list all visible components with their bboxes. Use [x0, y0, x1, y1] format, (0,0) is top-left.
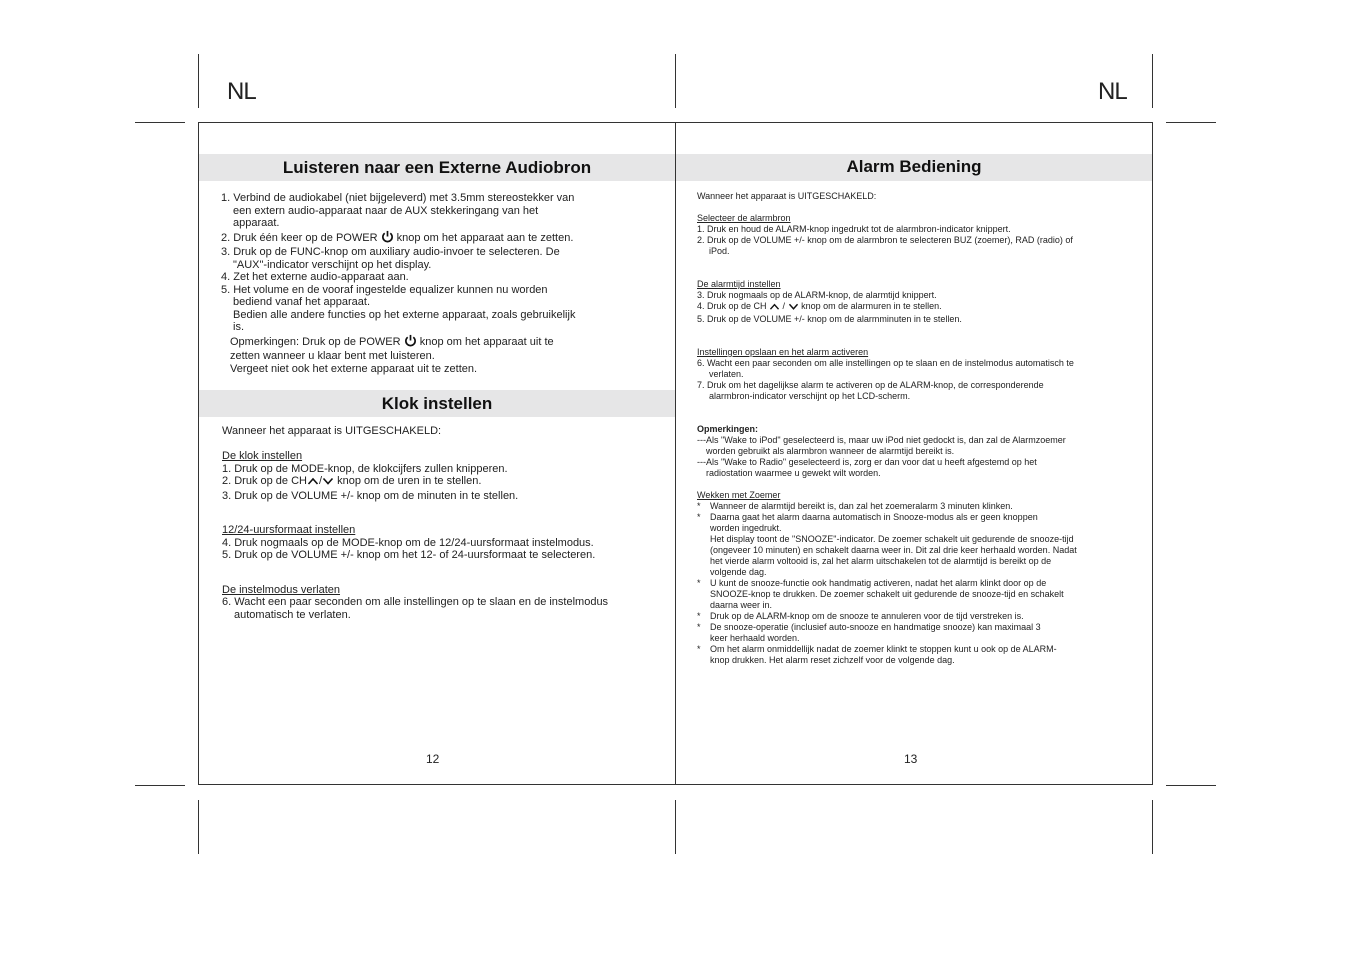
- text-line: 7. Druk om het dagelijkse alarm te activeren op de ALARM-knop, de corresponderende: [697, 380, 1044, 390]
- text-line: automatisch te verlaten.: [234, 608, 351, 621]
- section-title-audio: Luisteren naar een Externe Audiobron: [199, 154, 675, 181]
- text-line: 1. Verbind de audiokabel (niet bijgeleverd) met 3.5mm stereostekker van: [221, 192, 575, 204]
- spacer: [697, 325, 1137, 347]
- text-line: knop drukken. Het alarm reset zichzelf voor de volgende dag.: [710, 655, 955, 665]
- crop-mark: [1152, 800, 1153, 854]
- text-fragment: Daarna gaat het alarm daarna automatisch in Snooze-modus als er geen knoppen: [710, 512, 1038, 522]
- spacer: [697, 479, 1137, 490]
- crop-mark: [135, 785, 185, 786]
- power-icon: [404, 334, 417, 351]
- text-line: 3. Druk nogmaals op de ALARM-knop, de alarmtijd knippert.: [697, 290, 937, 300]
- bullet-line: [697, 578, 1137, 589]
- text-line: [221, 230, 661, 247]
- crop-mark: [198, 54, 199, 108]
- text-line: zetten wanneer u klaar bent met luisteren.: [230, 350, 435, 362]
- bullet-line: [697, 501, 1137, 512]
- text-fragment: knop om het apparaat aan te zetten.: [396, 231, 574, 244]
- text-line: worden gebruikt als alarmbron wanneer de alarmtijd bereikt is.: [706, 446, 955, 456]
- crop-mark: [198, 800, 199, 854]
- language-label-right: NL: [1098, 78, 1127, 105]
- text-line: verlaten.: [709, 369, 744, 379]
- bullet-line: [697, 512, 1137, 523]
- text-line: 2. Druk op de CH / knop om de uren in te stellen.: [222, 475, 662, 490]
- text-line: daarna weer in.: [710, 600, 773, 610]
- chevron-up-icon: [307, 476, 319, 490]
- text-line: 3. Druk op de VOLUME +/- knop om de minuten in te stellen.: [222, 489, 519, 502]
- text-fragment: knop om de uren in te stellen.: [337, 475, 482, 487]
- spacer: [697, 202, 1137, 213]
- text-line: iPod.: [709, 246, 730, 256]
- crop-mark: [1166, 122, 1216, 123]
- crop-mark: [675, 800, 676, 854]
- text-line: 2. Druk op de VOLUME +/- knop om de alarmbron te selecteren BUZ (zoemer), RAD (radio) of: [697, 235, 1073, 245]
- audio-instructions: [221, 192, 661, 375]
- star-bullet: *: [697, 512, 701, 522]
- chevron-down-icon: [788, 302, 799, 314]
- text-line: Het display toont de "SNOOZE"-indicator. De zoemer schakelt uit gedurende de snooze-tijd: [710, 534, 1074, 544]
- text-line: SNOOZE-knop te drukken. De zoemer schakelt uit gedurende de snooze-tijd en schakelt: [710, 589, 1064, 599]
- text-line: "AUX"-indicator verschijnt op het display.: [233, 258, 432, 271]
- text-fragment: U kunt de snooze-functie ook handmatig activeren, nadat het alarm klinkt door op de: [710, 578, 1047, 588]
- text-fragment: 2. Druk één keer op de POWER: [221, 231, 378, 244]
- text-line: 6. Wacht een paar seconden om alle instellingen op te slaan en de instelmodus automatisch te: [697, 358, 1074, 368]
- text-fragment: knop om de alarmuren in te stellen.: [801, 301, 942, 311]
- text-line: 4. Zet het externe audio-apparaat aan.: [221, 271, 409, 283]
- section-title-alarm: Alarm Bediening: [676, 154, 1152, 181]
- text-line: ---Als "Wake to iPod" geselecteerd is, maar uw iPod niet gedockt is, dan zal de Alarmzoemer: [697, 435, 1066, 445]
- text-line: bediend vanaf het apparaat.: [233, 296, 371, 308]
- text-line: 5. Druk op de VOLUME +/- knop om de alarmminuten in te stellen.: [697, 314, 962, 324]
- text-line: het vierde alarm voltooid is, zal het alarm uitschakelen tot de alarmtijd is bereikt op de: [710, 556, 1052, 566]
- text-line: is.: [233, 321, 244, 333]
- chevron-up-icon: [769, 302, 780, 314]
- power-icon: [381, 230, 394, 247]
- text-line: 1. Druk en houd de ALARM-knop ingedrukt tot de alarmbron-indicator knippert.: [697, 224, 1011, 234]
- text-line: [221, 334, 661, 351]
- subheading: De klok instellen: [222, 450, 303, 462]
- star-bullet: *: [697, 501, 701, 511]
- crop-mark: [675, 54, 676, 108]
- text-line: Bedien alle andere functies op het externe apparaat, zoals gebruikelijk: [233, 308, 576, 321]
- text-line: Wanneer het apparaat is UITGESCHAKELD:: [222, 425, 442, 437]
- subheading: De instelmodus verlaten: [222, 583, 341, 596]
- text-fragment: 2. Druk op de CH: [222, 475, 307, 487]
- text-line: 1. Druk op de MODE-knop, de klokcijfers zullen knipperen.: [222, 462, 508, 475]
- text-line: 6. Wacht een paar seconden om alle instellingen op te slaan en de instelmodus: [222, 596, 609, 608]
- spacer: [222, 502, 662, 524]
- spacer: [222, 562, 662, 584]
- star-bullet: *: [697, 622, 701, 632]
- bullet-line: [697, 644, 1137, 655]
- text-line: 3. Druk op de FUNC-knop om auxiliary audio-invoer te selecteren. De: [221, 246, 560, 258]
- notes-heading: Opmerkingen:: [697, 424, 759, 434]
- text-line: volgende dag.: [710, 567, 767, 577]
- spacer: [697, 257, 1137, 279]
- spacer: [222, 438, 662, 451]
- text-line: een extern audio-apparaat naar de AUX stekkeringang van het: [233, 204, 539, 217]
- star-bullet: *: [697, 644, 701, 654]
- subheading: De alarmtijd instellen: [697, 279, 781, 289]
- page-number-left: 12: [426, 752, 440, 766]
- alarm-instructions: [697, 191, 1137, 666]
- section-title-clock: Klok instellen: [199, 390, 675, 417]
- text-line: radiostation waarmee u gewekt wilt worden.: [706, 468, 881, 478]
- text-line: (ongeveer 10 minuten) en schakelt daarna weer in. Dit zal drie keer herhaald worden. Nadat: [710, 545, 1077, 555]
- text-line: 5. Het volume en de vooraf ingestelde equalizer kunnen nu worden: [221, 283, 548, 296]
- text-fragment: Wanneer de alarmtijd bereikt is, dan zal het zoemeralarm 3 minuten klinken.: [710, 501, 1013, 511]
- subheading: Selecteer de alarmbron: [697, 213, 791, 223]
- text-line: alarmbron-indicator verschijnt op het LCD-scherm.: [709, 391, 911, 401]
- chevron-down-icon: [322, 476, 334, 490]
- text-line: ---Als "Wake to Radio" geselecteerd is, zorg er dan voor dat u heeft afgestemd op het: [697, 457, 1037, 467]
- text-fragment: Om het alarm onmiddellijk nadat de zoemer klinkt te stoppen kunt u ook op de ALARM-: [710, 644, 1057, 654]
- text-line: keer herhaald worden.: [710, 633, 800, 643]
- text-line: 4. Druk op de CH / knop om de alarmuren in te stellen.: [697, 301, 1137, 314]
- text-line: 4. Druk nogmaals op de MODE-knop om de 12/24-uursformaat instelmodus.: [222, 536, 594, 549]
- text-line: apparaat.: [233, 217, 280, 229]
- crop-mark: [1152, 54, 1153, 108]
- subheading: Instellingen opslaan en het alarm activeren: [697, 347, 869, 357]
- language-label-left: NL: [227, 78, 256, 105]
- text-line: worden ingedrukt.: [710, 523, 782, 533]
- bullet-line: [697, 611, 1137, 622]
- text-line: 5. Druk op de VOLUME +/- knop om het 12- of 24-uursformaat te selecteren.: [222, 549, 596, 561]
- text-line: Vergeet niet ook het externe apparaat uit te zetten.: [230, 362, 478, 375]
- bullet-line: [697, 622, 1137, 633]
- subheading: 12/24-uursformaat instellen: [222, 524, 356, 536]
- star-bullet: *: [697, 611, 701, 621]
- page-number-right: 13: [904, 752, 918, 766]
- crop-mark: [135, 122, 185, 123]
- star-bullet: *: [697, 578, 701, 588]
- text-fragment: knop om het apparaat uit te: [419, 335, 554, 348]
- text-fragment: De snooze-operatie (inclusief auto-snooze en handmatige snooze) kan maximaal 3: [710, 622, 1041, 632]
- spacer: [697, 402, 1137, 424]
- text-fragment: 4. Druk op de CH: [697, 301, 767, 311]
- page-divider: [675, 122, 676, 785]
- clock-instructions: [222, 425, 662, 621]
- text-fragment: Opmerkingen: Druk op de POWER: [230, 335, 401, 348]
- subheading: Wekken met Zoemer: [697, 490, 781, 500]
- crop-mark: [1166, 785, 1216, 786]
- text-line: Wanneer het apparaat is UITGESCHAKELD:: [697, 191, 877, 201]
- text-fragment: Druk op de ALARM-knop om de snooze te annuleren voor de tijd verstreken is.: [710, 611, 1024, 621]
